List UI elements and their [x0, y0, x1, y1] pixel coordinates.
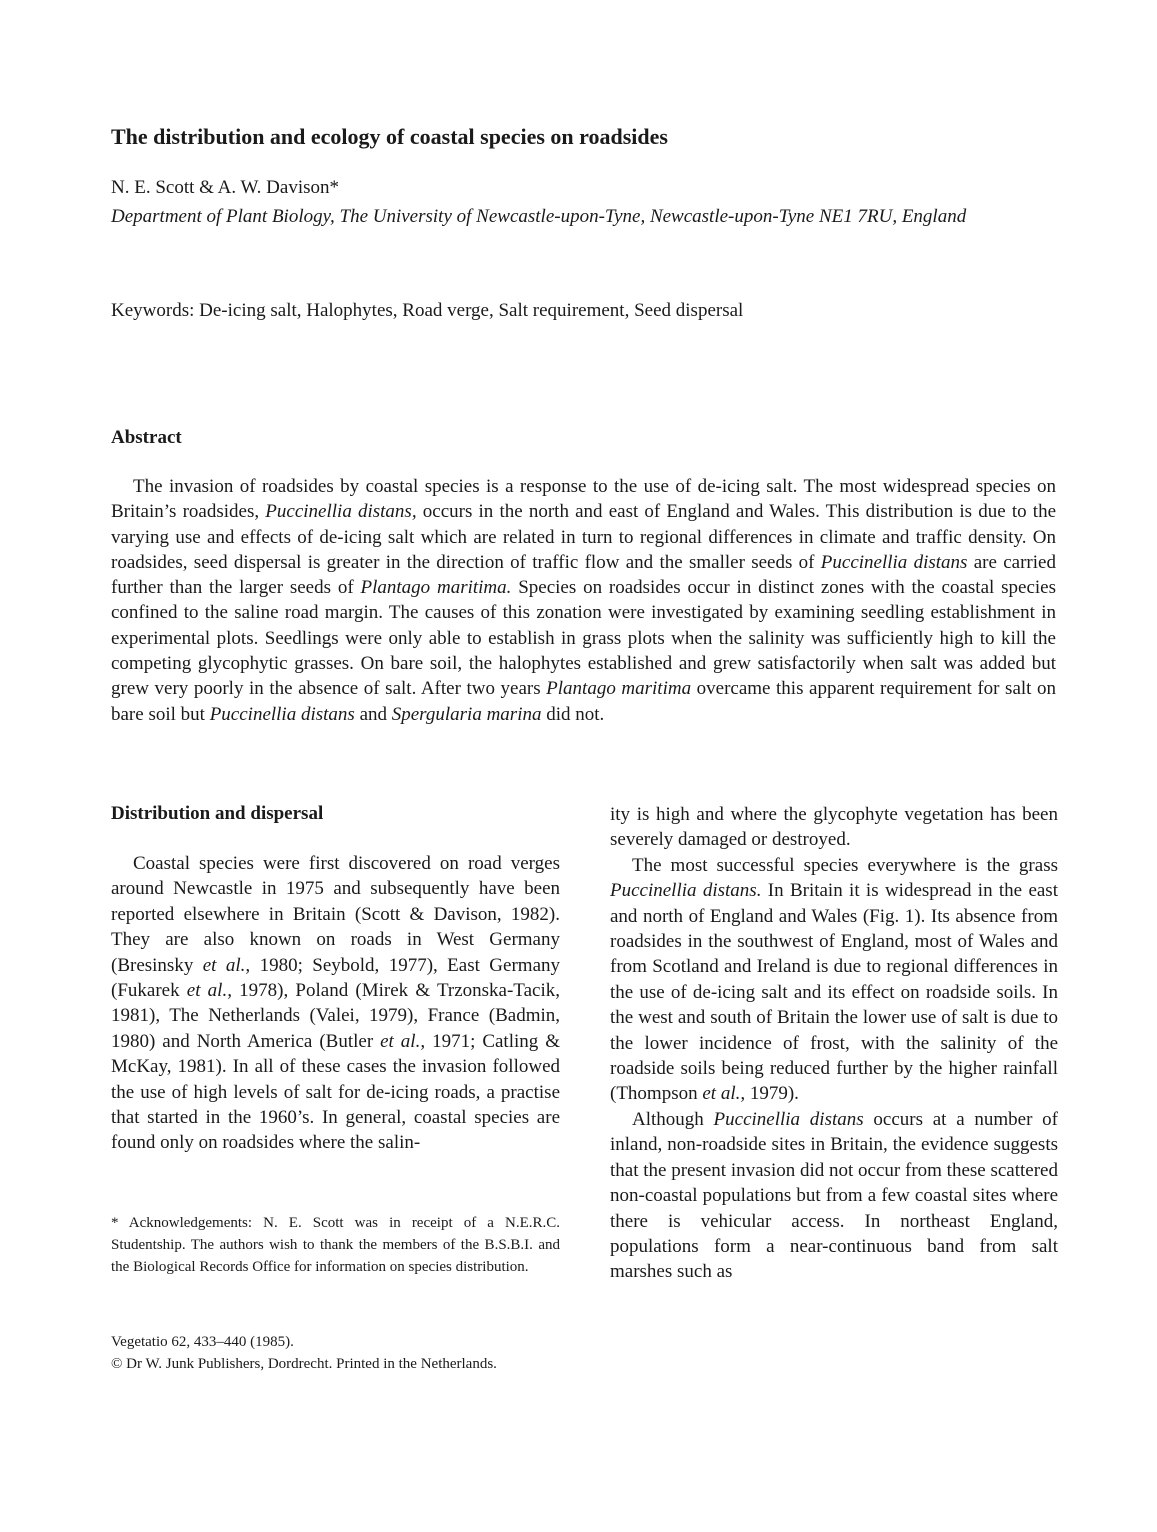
affiliation: Department of Plant Biology, The University of Newcastle-upon-Tyne, Newcastle-upon-Tyne NE1 7RU, England	[111, 206, 967, 227]
paragraph: Coastal species were first discovered on road verges around Newcastle in 1975 and subsequently have been reported elsewhere in Britain (Scott & Davison, 1982). They are also known on roads in West Germany (Bresinsky et al., 1980; Seybold, 1977), East Germany (Fukarek et al., 1978), Poland (Mirek & Trzonska-Tacik, 1981), The Netherlands (Valei, 1979), France (Badmin, 1980) and North America (Butler et al., 1971; Catling & McKay, 1981). In all of these cases the invasion followed the use of high levels of salt for de-icing roads, a practise that started in the 1960’s. In general, coastal species are found only on roadsides where the salin-	[111, 853, 561, 1154]
citation	[111, 1331, 497, 1375]
paragraph: Although Puccinellia distans occurs at a number of inland, non-roadside sites in Britain, the evidence suggests that the present invasion did not occur from these scattered non-coastal populations but from a few coastal sites where there is vehicular access. In northeast England, populations form a near-continuous band from salt marshes such as	[610, 1108, 1058, 1283]
journal-citation: Vegetatio 62, 433–440 (1985).	[111, 1334, 294, 1350]
paragraph: ity is high and where the glycophyte vegetation has been severely damaged or destroyed.	[610, 804, 1058, 851]
section-heading: Distribution and dispersal	[111, 803, 324, 824]
column-right	[610, 802, 1058, 1285]
abstract-heading: Abstract	[111, 427, 182, 448]
footnote: * Acknowledgements: N. E. Scott was in receipt of a N.E.R.C. Studentship. The authors wish to thank the members of the B.S.B.I. and the Biological Records Office for information on species distribution.	[111, 1215, 560, 1275]
paper-title: The distribution and ecology of coastal species on roadsides	[111, 124, 668, 149]
paragraph: The most successful species everywhere is the grass Puccinellia distans. In Britain it is widespread in the east and north of England and Wales (Fig. 1). Its absence from roadsides in the southwest of England, most of Wales and from Scotland and Ireland is due to regional differences in the use of de-icing salt and its effect on roadside soils. In the west and south of Britain the lower use of salt is due to the lower incidence of frost, with the salinity of the roadside soils being reduced further by the higher rainfall (Thompson et al., 1979).	[610, 854, 1058, 1105]
column-left	[111, 851, 560, 1156]
abstract-text: The invasion of roadsides by coastal species is a response to the use of de-icing salt. The most widespread species on Britain’s roadsides, Puccinellia distans, occurs in the north and east of England and Wales. This distribution is due to the varying use and effects of de-icing salt which are related in turn to regional differences in climate and traffic density. On roadsides, seed dispersal is greater in the direction of traffic flow and the smaller seeds of Puccinellia distans are carried further than the larger seeds of Plantago maritima. Species on roadsides occur in distinct zones with the coastal species confined to the saline road margin. The causes of this zonation were investigated by examining seedling establishment in experimental plots. Seedlings were only able to establish in grass plots when the salinity was sufficiently high to kill the competing glycophytic grasses. On bare soil, the halophytes established and grew satisfactorily when salt was added but grew very poorly in the absence of salt. After two years Plantago maritima overcame this apparent requirement for salt on bare soil but Puccinellia distans and Spergularia marina did not.	[111, 476, 1057, 725]
keywords-list: De-icing salt, Halophytes, Road verge, Salt requirement, Seed dispersal	[199, 300, 744, 321]
keywords	[111, 300, 743, 322]
copyright-line: © Dr W. Junk Publishers, Dordrecht. Printed in the Netherlands.	[111, 1356, 497, 1372]
keywords-label: Keywords:	[111, 300, 195, 321]
authors: N. E. Scott & A. W. Davison*	[111, 177, 340, 198]
